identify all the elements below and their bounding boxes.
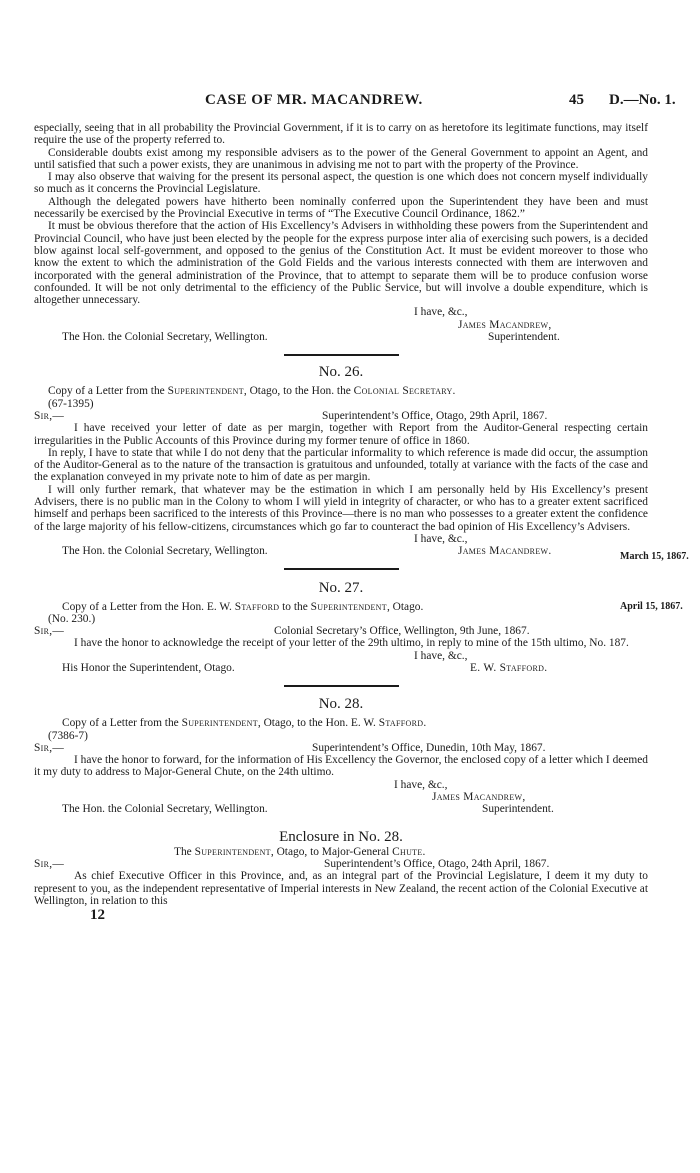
letter-no-26 — [34, 363, 648, 557]
margin-note-april: April 15, 1867. — [620, 601, 683, 612]
paragraph: Considerable doubts exist among my responsible advisers as to the power of the General Government to appoint an Agent, and until satisfied that such a power exists, they are unanimous in advising me not to part with the property of the Province. — [34, 146, 648, 171]
salutation: Sir,— — [34, 409, 65, 422]
closing-row — [34, 779, 648, 791]
section-divider — [284, 685, 399, 687]
letter-title: Copy of a Letter from the Superintendent, Otago, to the Hon. E. W. Stafford. — [62, 717, 427, 730]
salutation-row — [34, 410, 648, 422]
signature-mark: 12 — [90, 907, 105, 924]
letter-no-28 — [34, 695, 648, 815]
closing-row — [34, 650, 648, 662]
salutation-row — [34, 625, 648, 637]
letter-title: Copy of a Letter from the Hon. E. W. Stafford to the Superintendent, Otago. — [62, 600, 424, 613]
paragraph: especially, seeing that in all probability the Provincial Government, if it is to carry on as heretofore its legitimate functions, may itself require the use of the property referred to. — [34, 122, 648, 147]
letter-reference: (7386-7) — [48, 729, 88, 742]
letter-title: The Superintendent, Otago, to Major-General Chute. — [174, 845, 426, 858]
paragraph: In reply, I have to state that while I do not deny that the particular informality to which reference is made did occur, the assumption of the Auditor-General as to the nature of the transaction is gratuitous and unfounded, totally at variance with the facts of the case and the explanation conveyed in my private note to him of date as per margin. — [34, 446, 648, 484]
document-reference: D.—No. 1. — [609, 92, 676, 108]
page-number: 45 — [569, 92, 584, 108]
signature-title: Superintendent. — [488, 331, 560, 344]
letter-no-27 — [34, 579, 648, 675]
place-date: Colonial Secretary’s Office, Wellington, 9th June, 1867. — [274, 625, 530, 638]
paragraph: It must be obvious therefore that the action of His Excellency’s Advisers in withholding these powers from the Superintendent and Provincial Council, who have just been elected by the people for the express purpose inter alia of exercising such powers, is a decided blow against local self-government, and opposed to the genius of the Constitution Act. It must be evident moreover to those who know the extent to which the administration of the Gold Fields and the various interests connected with them are interwoven and incorporated with the general administration of the Province, that to attempt to separate them will be to produce confusion worse confounded. It will be not only detrimental to the efficiency of the Public Service, but will involve a double expenditure, which is altogether unnecessary. — [34, 220, 648, 307]
salutation: Sir,— — [34, 857, 65, 870]
enclosure-letter — [34, 828, 648, 923]
signature: James Macandrew, — [458, 318, 552, 331]
signature-title: Superintendent. — [482, 803, 554, 816]
signature-row — [34, 319, 648, 331]
place-date: Superintendent’s Office, Dunedin, 10th May, 1867. — [312, 741, 546, 754]
paragraph: Although the delegated powers have hitherto been nominally conferred upon the Superintendent they have been and must necessarily be exercised by the Provincial Executive in terms of “The Executive Council Ordinance, 1862.” — [34, 195, 648, 221]
letter-reference: (67-1395) — [48, 397, 94, 410]
signature: James Macandrew, — [432, 791, 526, 804]
running-title: CASE OF MR. MACANDREW. — [205, 92, 423, 108]
place-date: Superintendent’s Office, Otago, 29th April, 1867. — [322, 409, 548, 422]
salutation-row — [34, 858, 648, 870]
signature: E. W. Stafford. — [470, 661, 548, 674]
section-divider — [284, 354, 399, 356]
signature: James Macandrew. — [458, 545, 552, 558]
closing: I have, &c., — [394, 778, 448, 791]
paragraph: As chief Executive Officer in this Province, and, as an integral part of the Provincial Legislature, I deem it my duty to represent to you, as the independent representative of Imperial interests in New Zealand, the recent action of the Colonial Executive at Wellington, in relation to this — [34, 870, 648, 907]
salutation: Sir,— — [34, 625, 65, 638]
page-header — [0, 92, 700, 112]
letter-heading: No. 26. — [318, 364, 364, 381]
closing: I have, &c., — [414, 306, 468, 319]
margin-note-march: March 15, 1867. — [620, 551, 689, 562]
closing-row — [34, 533, 648, 545]
addressee: The Hon. the Colonial Secretary, Wellington. — [62, 331, 268, 344]
letter-reference: (No. 230.) — [48, 612, 96, 625]
addressee-row — [34, 803, 648, 815]
salutation-row — [34, 742, 648, 754]
document-body — [34, 122, 648, 923]
addressee: His Honor the Superintendent, Otago. — [62, 661, 235, 674]
addressee: The Hon. the Colonial Secretary, Wellington. — [62, 803, 268, 816]
addressee-row — [34, 331, 648, 343]
paragraph: I have received your letter of date as per margin, together with Report from the Auditor-General respecting certain irregularities in the Public Accounts of this Province during my former tenure of office in 1860. — [34, 422, 648, 447]
paragraph: I will only further remark, that whatever may be the estimation in which I am personally held by His Excellency’s present Advisers, there is no public man in the Colony to whom I will yield in integrity of character, or who has to a greater extent sacrificed himself and perhaps been sacrificed to the interests of this Province—there is no man who possesses to a greater extent the confidence of the large majority of his fellow-citizens, circumstances which go far to counteract the bad opinion of His Excellency’s Advisers. — [34, 483, 648, 533]
letter-heading: No. 28. — [318, 696, 364, 713]
letter-heading: No. 27. — [318, 579, 364, 596]
section-divider — [284, 568, 399, 570]
closing: I have, &c., — [414, 532, 468, 545]
paragraph: I may also observe that waiving for the present its personal aspect, the question is one which does not concern myself individually so much as it concerns the Provincial Legislature. — [34, 171, 648, 196]
closing: I have, &c., — [414, 649, 468, 662]
addressee-row — [34, 545, 648, 557]
paragraph: I have the honor to acknowledge the receipt of your letter of the 29th ultimo, in reply to mine of the 15th ultimo, No. 187. — [74, 637, 629, 650]
salutation: Sir,— — [34, 741, 65, 754]
enclosure-heading: Enclosure in No. 28. — [279, 828, 403, 845]
signature-row — [34, 791, 648, 803]
place-date: Superintendent’s Office, Otago, 24th April, 1867. — [324, 857, 550, 870]
closing-row — [34, 306, 648, 318]
addressee: The Hon. the Colonial Secretary, Wellington. — [62, 545, 268, 558]
intro-letter — [34, 122, 648, 343]
paragraph: I have the honor to forward, for the information of His Excellency the Governor, the enclosed copy of a letter which I deemed it my duty to address to Major-General Chute, on the 24th ultimo. — [34, 754, 648, 779]
letter-title: Copy of a Letter from the Superintendent, Otago, to the Hon. the Colonial Secretary. — [48, 385, 456, 398]
addressee-row — [34, 662, 648, 674]
